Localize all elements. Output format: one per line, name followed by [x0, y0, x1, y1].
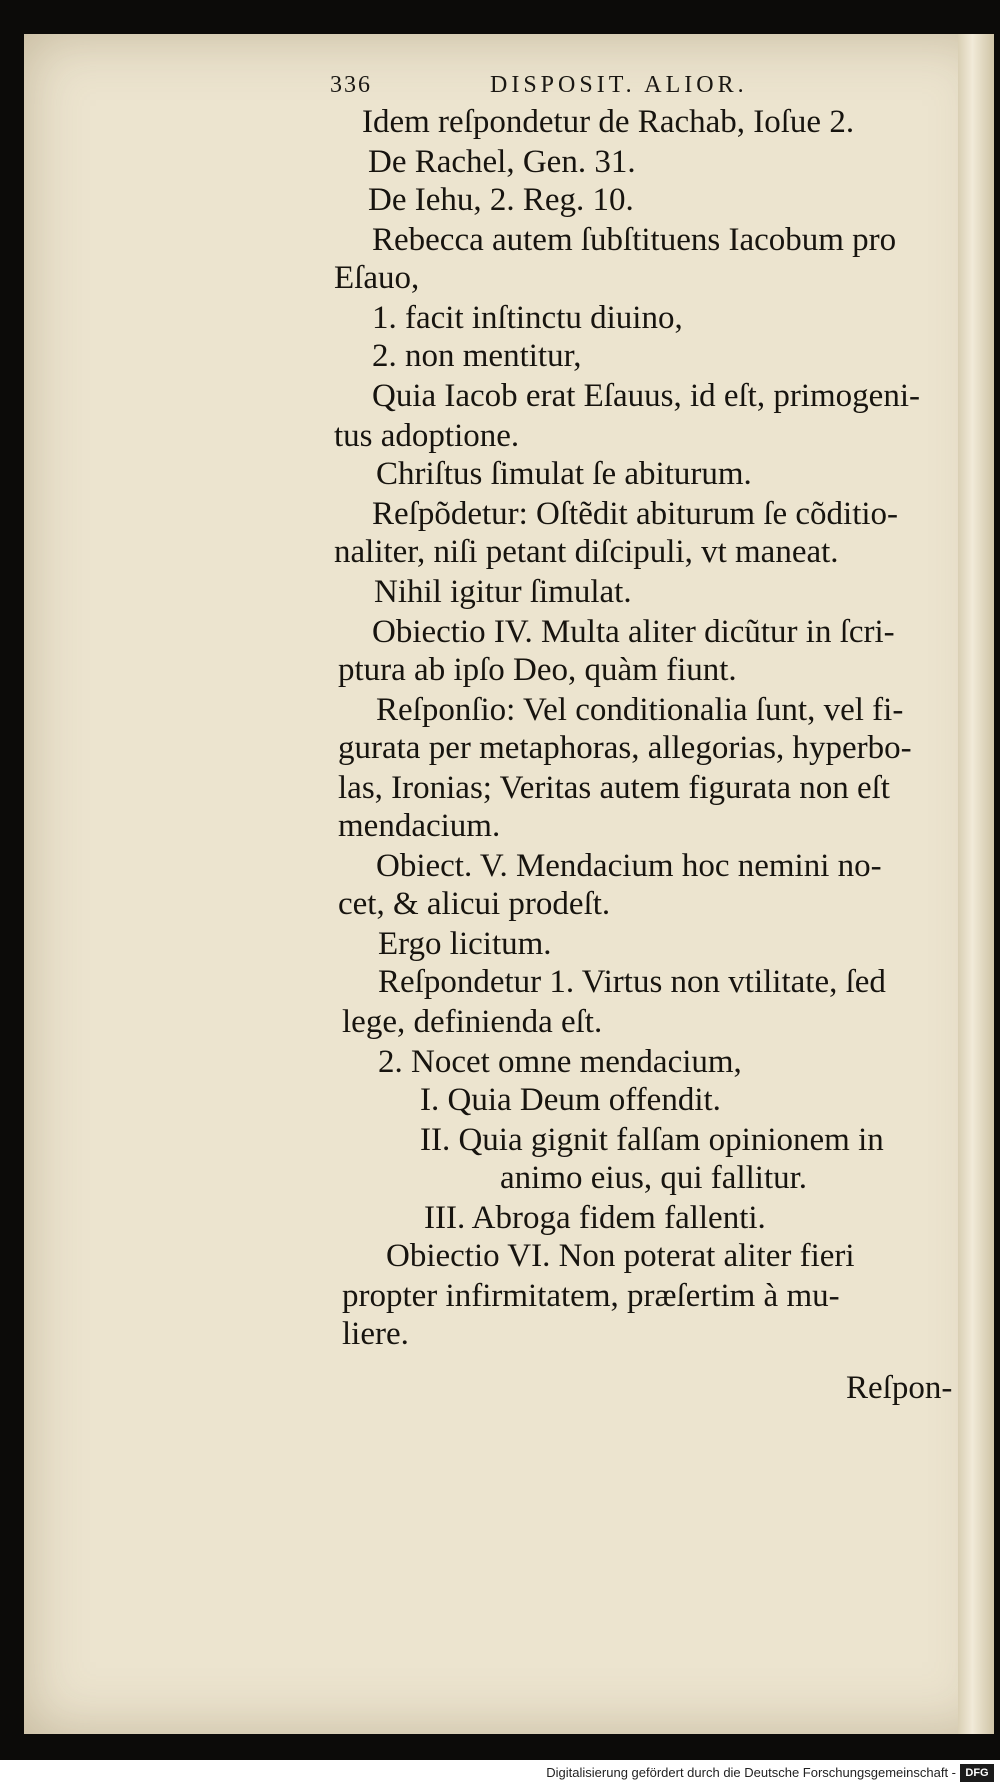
text-line: Ergo licitum. [378, 926, 552, 962]
text-line: mendacium. [338, 808, 501, 844]
text-line: Idem reſpondetur de Rachab, Ioſue 2. [362, 104, 855, 140]
text-line: naliter, niſi petant diſcipuli, vt maneat. [334, 534, 839, 570]
text-line: Rebecca autem ſubſtituens Iacobum pro [372, 222, 897, 258]
text-line: lege, definienda eſt. [342, 1004, 603, 1040]
text-line: Obiect. V. Mendacium hoc nemini no- [376, 848, 882, 884]
text-line: Obiectio VI. Non poterat aliter fieri [386, 1238, 855, 1274]
catchword: Reſpon- [846, 1370, 953, 1406]
text-line: I. Quia Deum offendit. [420, 1082, 721, 1118]
text-line: Reſponſio: Vel conditionalia ſunt, vel fi- [376, 692, 904, 728]
text-line: liere. [342, 1316, 409, 1352]
text-line: las, Ironias; Veritas autem figurata non eſt [338, 770, 890, 806]
text-line: 1. facit inſtinctu diuino, [372, 300, 683, 336]
dfg-logo-icon: DFG [960, 1764, 994, 1782]
text-line: Eſauo, [334, 260, 420, 296]
funding-notice: Digitalisierung gefördert durch die Deutsche Forschungsgemeinschaft - [546, 1765, 956, 1780]
text-line: tus adoptione. [334, 418, 520, 454]
text-line: gurata per metaphoras, allegorias, hyperbo- [338, 730, 912, 766]
text-line: Quia Iacob erat Eſauus, id eſt, primogeni- [372, 378, 920, 414]
text-line: 2. non mentitur, [372, 338, 582, 374]
text-line: De Iehu, 2. Reg. 10. [368, 182, 634, 218]
text-line: II. Quia gignit falſam opinionem in [420, 1122, 884, 1158]
page-edge [958, 34, 994, 1734]
text-line: propter infirmitatem, præſertim à mu- [342, 1278, 840, 1314]
text-line: Obiectio IV. Multa aliter dicũtur in ſcri- [372, 614, 895, 650]
text-line: III. Abroga fidem fallenti. [424, 1200, 766, 1236]
text-line: Nihil igitur ſimulat. [374, 574, 632, 610]
text-line: animo eius, qui fallitur. [500, 1160, 808, 1196]
text-line: Reſpõdetur: Oſtẽdit abiturum ſe cõditio- [372, 496, 899, 532]
text-line: Chriſtus ſimulat ſe abiturum. [376, 456, 752, 492]
running-head: DISPOSIT. ALIOR. [490, 72, 748, 98]
text-line: 2. Nocet omne mendacium, [378, 1044, 742, 1080]
page-number: 336 [330, 72, 372, 98]
text-line: ptura ab ipſo Deo, quàm fiunt. [338, 652, 737, 688]
text-line: Reſpondetur 1. Virtus non vtilitate, ſed [378, 964, 886, 1000]
text-line: cet, & alicui prodeſt. [338, 886, 611, 922]
footer-bar [0, 1760, 1000, 1788]
text-line: De Rachel, Gen. 31. [368, 144, 636, 180]
